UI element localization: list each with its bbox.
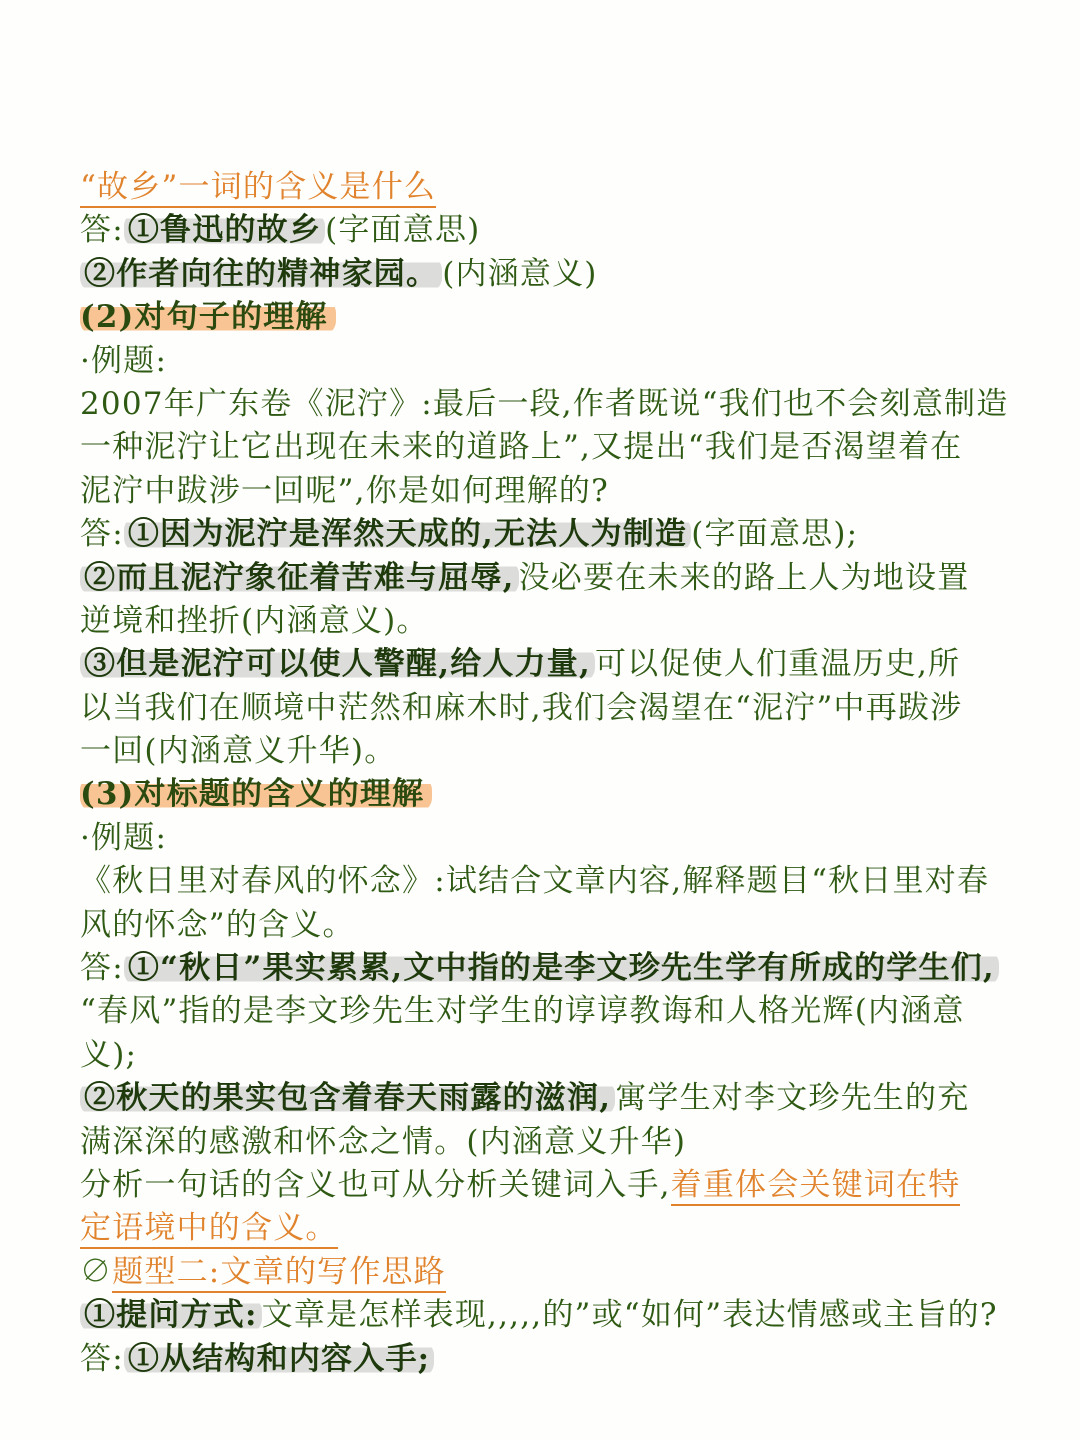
answer-note: (字面意思) bbox=[325, 212, 481, 249]
answer-prefix: 答: bbox=[80, 950, 124, 987]
answer-prefix: 答: bbox=[80, 212, 124, 249]
highlighted-answer: ①“秋日”果实累累,文中指的是李文珍先生学有所成的学生们, bbox=[124, 950, 999, 986]
answer-line bbox=[80, 209, 1030, 252]
answer-line bbox=[80, 730, 1030, 773]
answer-line bbox=[80, 253, 1030, 296]
question-heading-hometown bbox=[80, 166, 1030, 209]
text: 义); bbox=[80, 1036, 138, 1073]
highlighted-answer: ③但是泥泞可以使人警醒,给人力量, bbox=[80, 646, 595, 682]
tip-emphasis: 着重体会关键词在特 bbox=[671, 1167, 961, 1206]
section-heading-type2 bbox=[80, 1251, 1030, 1294]
text: 逆境和挫折(内涵意义)。 bbox=[80, 602, 429, 639]
text: 2007年广东卷《泥泞》:最后一段,作者既说“我们也不会刻意制造 bbox=[80, 385, 1009, 422]
example-label bbox=[80, 340, 1030, 383]
question-text: “故乡”一词的含义是什么 bbox=[80, 169, 436, 208]
answer-line bbox=[80, 687, 1030, 730]
section-title: 题型二:文章的写作思路 bbox=[112, 1254, 446, 1293]
highlighted-answer: ①因为泥泞是浑然天成的,无法人为制造 bbox=[124, 516, 691, 552]
answer-line bbox=[80, 1077, 1030, 1120]
example-label-text: ·例题: bbox=[80, 819, 168, 856]
answer-text: 没必要在未来的路上人为地设置 bbox=[518, 559, 970, 596]
tip-line bbox=[80, 1164, 1030, 1207]
section-title: (2)对句子的理解 bbox=[80, 299, 336, 335]
question-text: 文章是怎样表现,,,,,的”或“如何”表达情感或主旨的? bbox=[261, 1297, 998, 1334]
text: 风的怀念”的含义。 bbox=[80, 906, 355, 943]
answer-line bbox=[80, 643, 1030, 686]
highlighted-answer: ①鲁迅的故乡 bbox=[124, 212, 325, 248]
answer-prefix: 答: bbox=[80, 516, 124, 553]
question-line bbox=[80, 1294, 1030, 1337]
text: 一回(内涵意义升华)。 bbox=[80, 733, 397, 770]
answer-line bbox=[80, 1121, 1030, 1164]
example-text-line bbox=[80, 860, 1030, 903]
example-label bbox=[80, 817, 1030, 860]
answer-text: 可以促使人们重温历史,所 bbox=[594, 646, 961, 683]
tip-emphasis: 定语境中的含义。 bbox=[80, 1210, 338, 1249]
answer-line bbox=[80, 1338, 1030, 1381]
answer-text: 寓学生对李文珍先生的充 bbox=[615, 1080, 970, 1117]
answer-line bbox=[80, 947, 1030, 990]
notes-page bbox=[80, 166, 1030, 1381]
highlighted-answer: ②秋天的果实包含着春天雨露的滋润, bbox=[80, 1080, 615, 1116]
example-text-line bbox=[80, 904, 1030, 947]
answer-note: (字面意思); bbox=[691, 516, 859, 553]
highlighted-answer: ②而且泥泞象征着苦难与屈辱, bbox=[80, 560, 519, 596]
answer-line bbox=[80, 600, 1030, 643]
answer-line bbox=[80, 990, 1030, 1033]
highlighted-answer: ①从结构和内容入手; bbox=[124, 1341, 434, 1377]
text: 《秋日里对春风的怀念》:试结合文章内容,解释题目“秋日里对春 bbox=[80, 863, 990, 900]
text: 一种泥泞让它出现在未来的道路上”,又提出“我们是否渴望着在 bbox=[80, 429, 963, 466]
tip-text: 分析一句话的含义也可从分析关键词入手, bbox=[80, 1166, 671, 1203]
example-text-line bbox=[80, 470, 1030, 513]
text: 以当我们在顺境中茫然和麻木时,我们会渴望在“泥泞”中再跋涉 bbox=[80, 689, 963, 726]
answer-line bbox=[80, 557, 1030, 600]
section-heading-title bbox=[80, 773, 1030, 816]
tip-line bbox=[80, 1207, 1030, 1250]
answer-line bbox=[80, 1034, 1030, 1077]
highlighted-answer: ②作者向往的精神家园。 bbox=[80, 256, 442, 292]
answer-line bbox=[80, 513, 1030, 556]
answer-note: (内涵意义) bbox=[442, 255, 598, 292]
section-heading-sentence bbox=[80, 296, 1030, 339]
text: 泥泞中跋涉一回呢”,你是如何理解的? bbox=[80, 472, 609, 509]
text: 满深深的感激和怀念之情。(内涵意义升华) bbox=[80, 1123, 687, 1160]
answer-prefix: 答: bbox=[80, 1340, 124, 1377]
example-label-text: ·例题: bbox=[80, 342, 168, 379]
text: “春风”指的是李文珍先生对学生的谆谆教诲和人格光辉(内涵意 bbox=[80, 993, 965, 1030]
highlighted-label: ①提问方式: bbox=[80, 1297, 262, 1333]
example-text-line bbox=[80, 426, 1030, 469]
example-text-line bbox=[80, 383, 1030, 426]
section-title: (3)对标题的含义的理解 bbox=[80, 776, 432, 812]
bullet-icon: ∅ bbox=[80, 1253, 113, 1290]
